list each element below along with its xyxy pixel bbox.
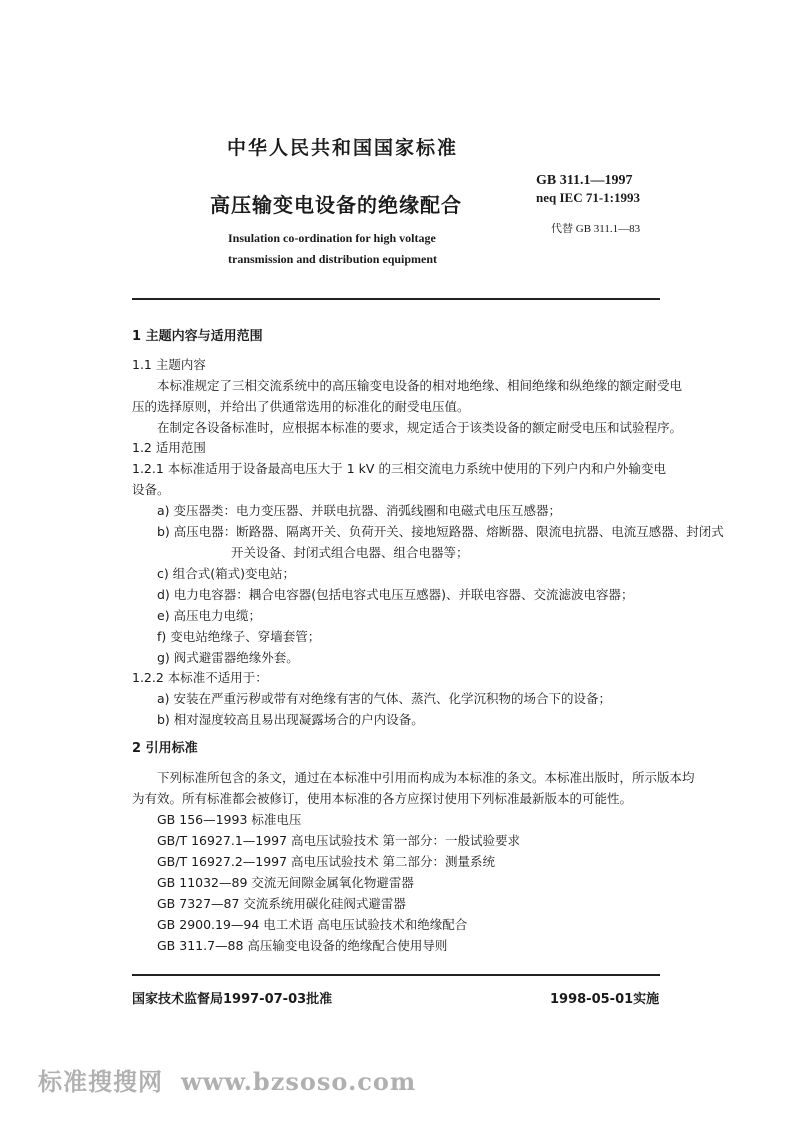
- list-item: f) 变电站绝缘子、穿墙套管；: [157, 629, 321, 644]
- list-item: b) 高压电器：断路器、隔离开关、负荷开关、接地短路器、熔断器、限流电抗器、电流互感器、封闭式: [157, 524, 724, 539]
- standard-equivalence: neq IEC 71-1:1993: [536, 190, 641, 205]
- list-item: a) 变压器类：电力变压器、并联电抗器、消弧线圈和电磁式电压互感器；: [157, 503, 562, 518]
- header-divider: [132, 298, 660, 300]
- list-item: b) 相对湿度较高且易出现凝露场合的户内设备。: [157, 712, 424, 727]
- paragraph-line: 为有效。所有标准都会被修订，使用本标准的各方应探讨使用下列标准最新版本的可能性。: [132, 791, 633, 806]
- section-1-2-2-heading: 1.2.2 本标准不适用于：: [132, 670, 268, 685]
- reference-item: GB/T 16927.1—1997 高电压试验技术 第一部分：一般试验要求: [157, 833, 521, 848]
- paragraph-line: 压的选择原则，并给出了供通常选用的标准化的耐受电压值。: [132, 399, 470, 414]
- document-title-en-line2: transmission and distribution equipment: [228, 252, 438, 266]
- watermark-site-name: 标准搜搜网: [38, 1067, 163, 1096]
- paragraph-line: 本标准规定了三相交流系统中的高压输变电设备的相对地绝缘、相间绝缘和纵绝缘的额定耐受电: [157, 378, 683, 393]
- list-item: c) 组合式(箱式)变电站；: [157, 566, 295, 581]
- reference-item: GB 11032—89 交流无间隙金属氧化物避雷器: [157, 875, 414, 890]
- paragraph-line: 设备。: [132, 482, 170, 497]
- paragraph-line: 下列标准所包含的条文，通过在本标准中引用而构成为本标准的条文。本标准出版时，所示版本均: [157, 770, 695, 785]
- standard-code: GB 311.1—1997: [536, 173, 633, 188]
- list-item: e) 高压电力电缆；: [157, 608, 262, 623]
- footer-divider: [132, 974, 660, 976]
- list-item: a) 安装在严重污秽或带有对绝缘有害的气体、蒸汽、化学沉积物的场合下的设备；: [157, 691, 612, 706]
- list-item: d) 电力电容器：耦合电容器(包括电容式电压互感器)、并联电容器、交流滤波电容器；: [157, 587, 634, 602]
- reference-item: GB/T 16927.2—1997 高电压试验技术 第二部分：测量系统: [157, 854, 496, 869]
- approval-date: 国家技术监督局1997-07-03批准: [132, 992, 333, 1007]
- list-item: 开关设备、封闭式组合电器、组合电器等；: [231, 545, 469, 560]
- site-watermark: [38, 1062, 416, 1097]
- section-2-heading: 2 引用标准: [132, 741, 198, 756]
- paragraph-line: 1.2.1 本标准适用于设备最高电压大于 1 kV 的三相交流电力系统中使用的下列户内和户外输变电: [132, 461, 666, 476]
- reference-item: GB 156—1993 标准电压: [157, 812, 302, 827]
- section-1-1-heading: 1.1 主题内容: [132, 357, 206, 372]
- national-standard-heading: 中华人民共和国国家标准: [227, 137, 459, 159]
- reference-item: GB 311.7—88 高压输变电设备的绝缘配合使用导则: [157, 938, 448, 953]
- watermark-url: www.bzsoso.com: [181, 1067, 417, 1096]
- effective-date: 1998-05-01实施: [550, 992, 660, 1007]
- section-1-heading: 1 主题内容与适用范围: [132, 329, 263, 344]
- section-1-2-heading: 1.2 适用范围: [132, 440, 206, 455]
- reference-item: GB 7327—87 交流系统用碳化硅阀式避雷器: [157, 896, 406, 911]
- standard-replaces: 代替 GB 311.1—83: [551, 223, 641, 235]
- list-item: g) 阀式避雷器绝缘外套。: [157, 650, 299, 665]
- document-title-cn: 高压输变电设备的绝缘配合: [210, 193, 462, 217]
- document-title-en-line1: Insulation co-ordination for high voltage: [228, 231, 436, 245]
- paragraph-line: 在制定各设备标准时，应根据本标准的要求，规定适合于该类设备的额定耐受电压和试验程序。: [157, 420, 683, 435]
- reference-item: GB 2900.19—94 电工术语 高电压试验技术和绝缘配合: [157, 917, 468, 932]
